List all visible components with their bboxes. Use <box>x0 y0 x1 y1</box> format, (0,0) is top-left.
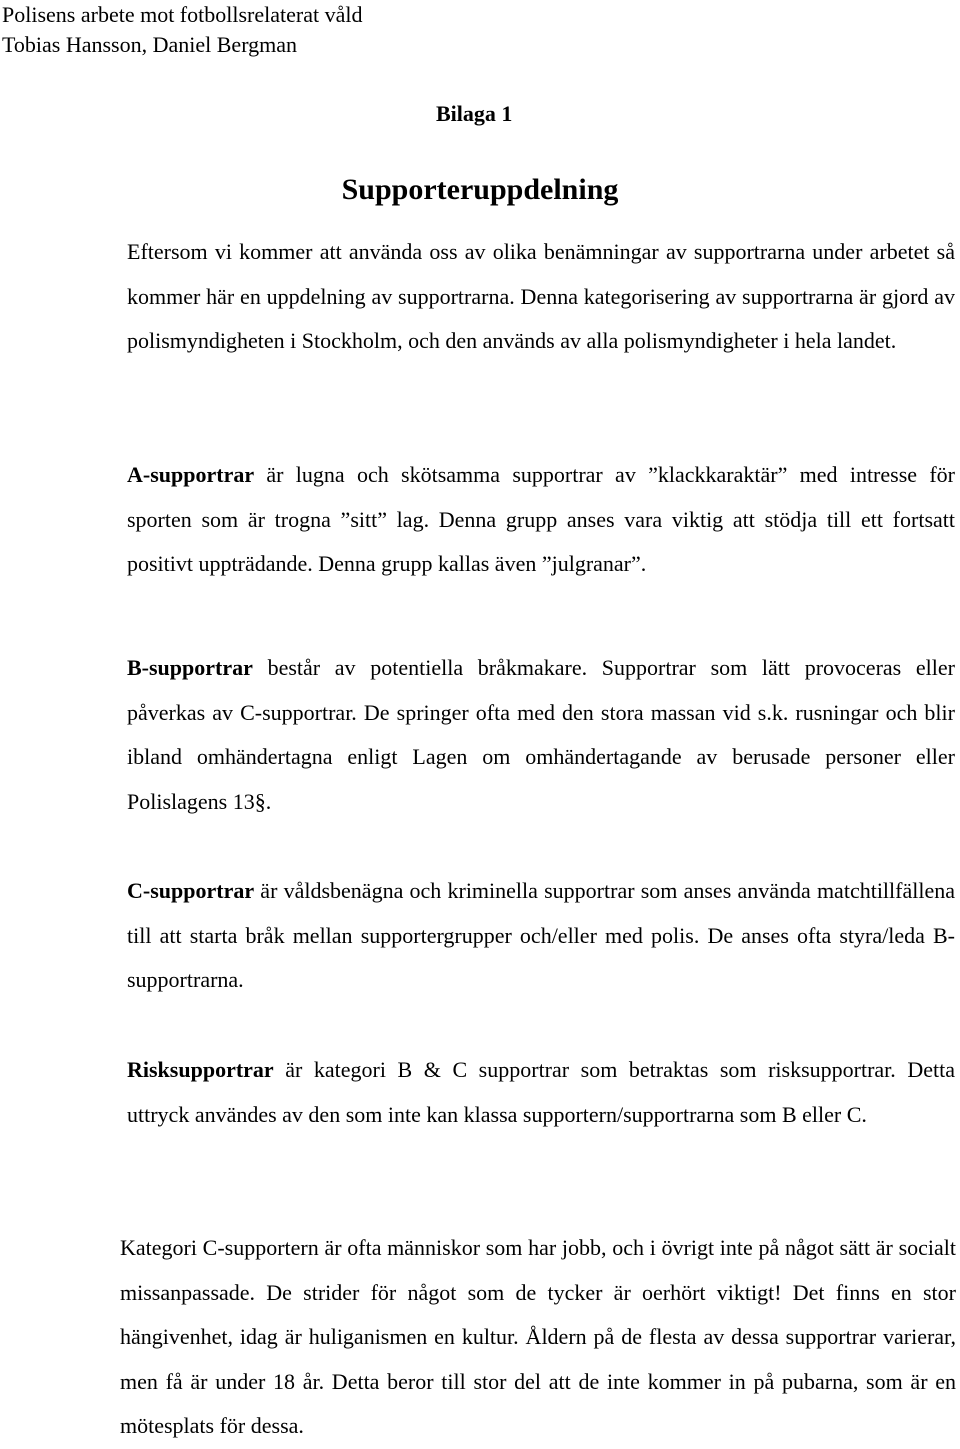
risk-supporters-text: är kategori B & C supportrar som betraktas som risksupportrar. Detta uttryck användes av den som inte kan klassa supportern/supportrarna som B eller C. <box>127 1057 955 1127</box>
c-supporters-paragraph <box>127 869 955 1003</box>
page-title: Supporteruppdelning <box>341 173 619 206</box>
appendix-label: Bilaga 1 <box>436 101 513 126</box>
a-supporters-term: A-supportrar <box>127 462 255 487</box>
risk-supporters-term: Risksupportrar <box>127 1057 274 1082</box>
b-supporters-term: B-supportrar <box>127 655 253 680</box>
c-supporters-term: C-supportrar <box>127 878 255 903</box>
risk-supporters-paragraph <box>127 1048 955 1137</box>
header-authors: Tobias Hansson, Daniel Bergman <box>2 32 298 57</box>
page-header <box>2 0 362 60</box>
b-supporters-text: består av potentiella bråkmakare. Supportrar som lätt provoceras eller påverkas av C-supportrar. De springer ofta med den stora massan vid s.k. rusningar och blir ibland omhändertagna enligt Lagen om omhändertagande av berusade personer eller Polislagens 13§. <box>127 655 955 814</box>
category-c-description-paragraph: Kategori C-supportern är ofta människor som har jobb, och i övrigt inte på något sätt är socialt missanpassade. De strider för något som de tycker är oerhört viktigt! Det finns en stor hängivenhet, idag är huliganismen en kultur. Åldern på de flesta av dessa supportrar varierar, men få är under 18 år. Detta beror till stor del att de inte kommer in på pubarna, som är en mötesplats för dessa. <box>120 1235 956 1438</box>
header-document-title: Polisens arbete mot fotbollsrelaterat våld <box>2 2 363 27</box>
intro-paragraph: Eftersom vi kommer att använda oss av olika benämningar av supportrarna under arbetet så kommer här en uppdelning av supportrarna. Denna kategorisering av supportrarna är gjord av polismyndigheten i Stockholm, och den används av alla polismyndigheter i hela landet. <box>127 239 955 353</box>
b-supporters-paragraph <box>127 646 955 824</box>
a-supporters-text: är lugna och skötsamma supportrar av ”klackkaraktär” med intresse för sporten som är trogna ”sitt” lag. Denna grupp anses vara viktig att stödja till ett fortsatt positivt uppträdande. Denna grupp kallas även ”julgranar”. <box>127 462 955 576</box>
c-supporters-text: är våldsbenägna och kriminella supportrar som anses använda matchtillfällena till att starta bråk mellan supportergrupper och/eller med polis. De anses ofta styra/leda B-supportrarna. <box>127 878 955 992</box>
a-supporters-paragraph <box>127 453 955 587</box>
